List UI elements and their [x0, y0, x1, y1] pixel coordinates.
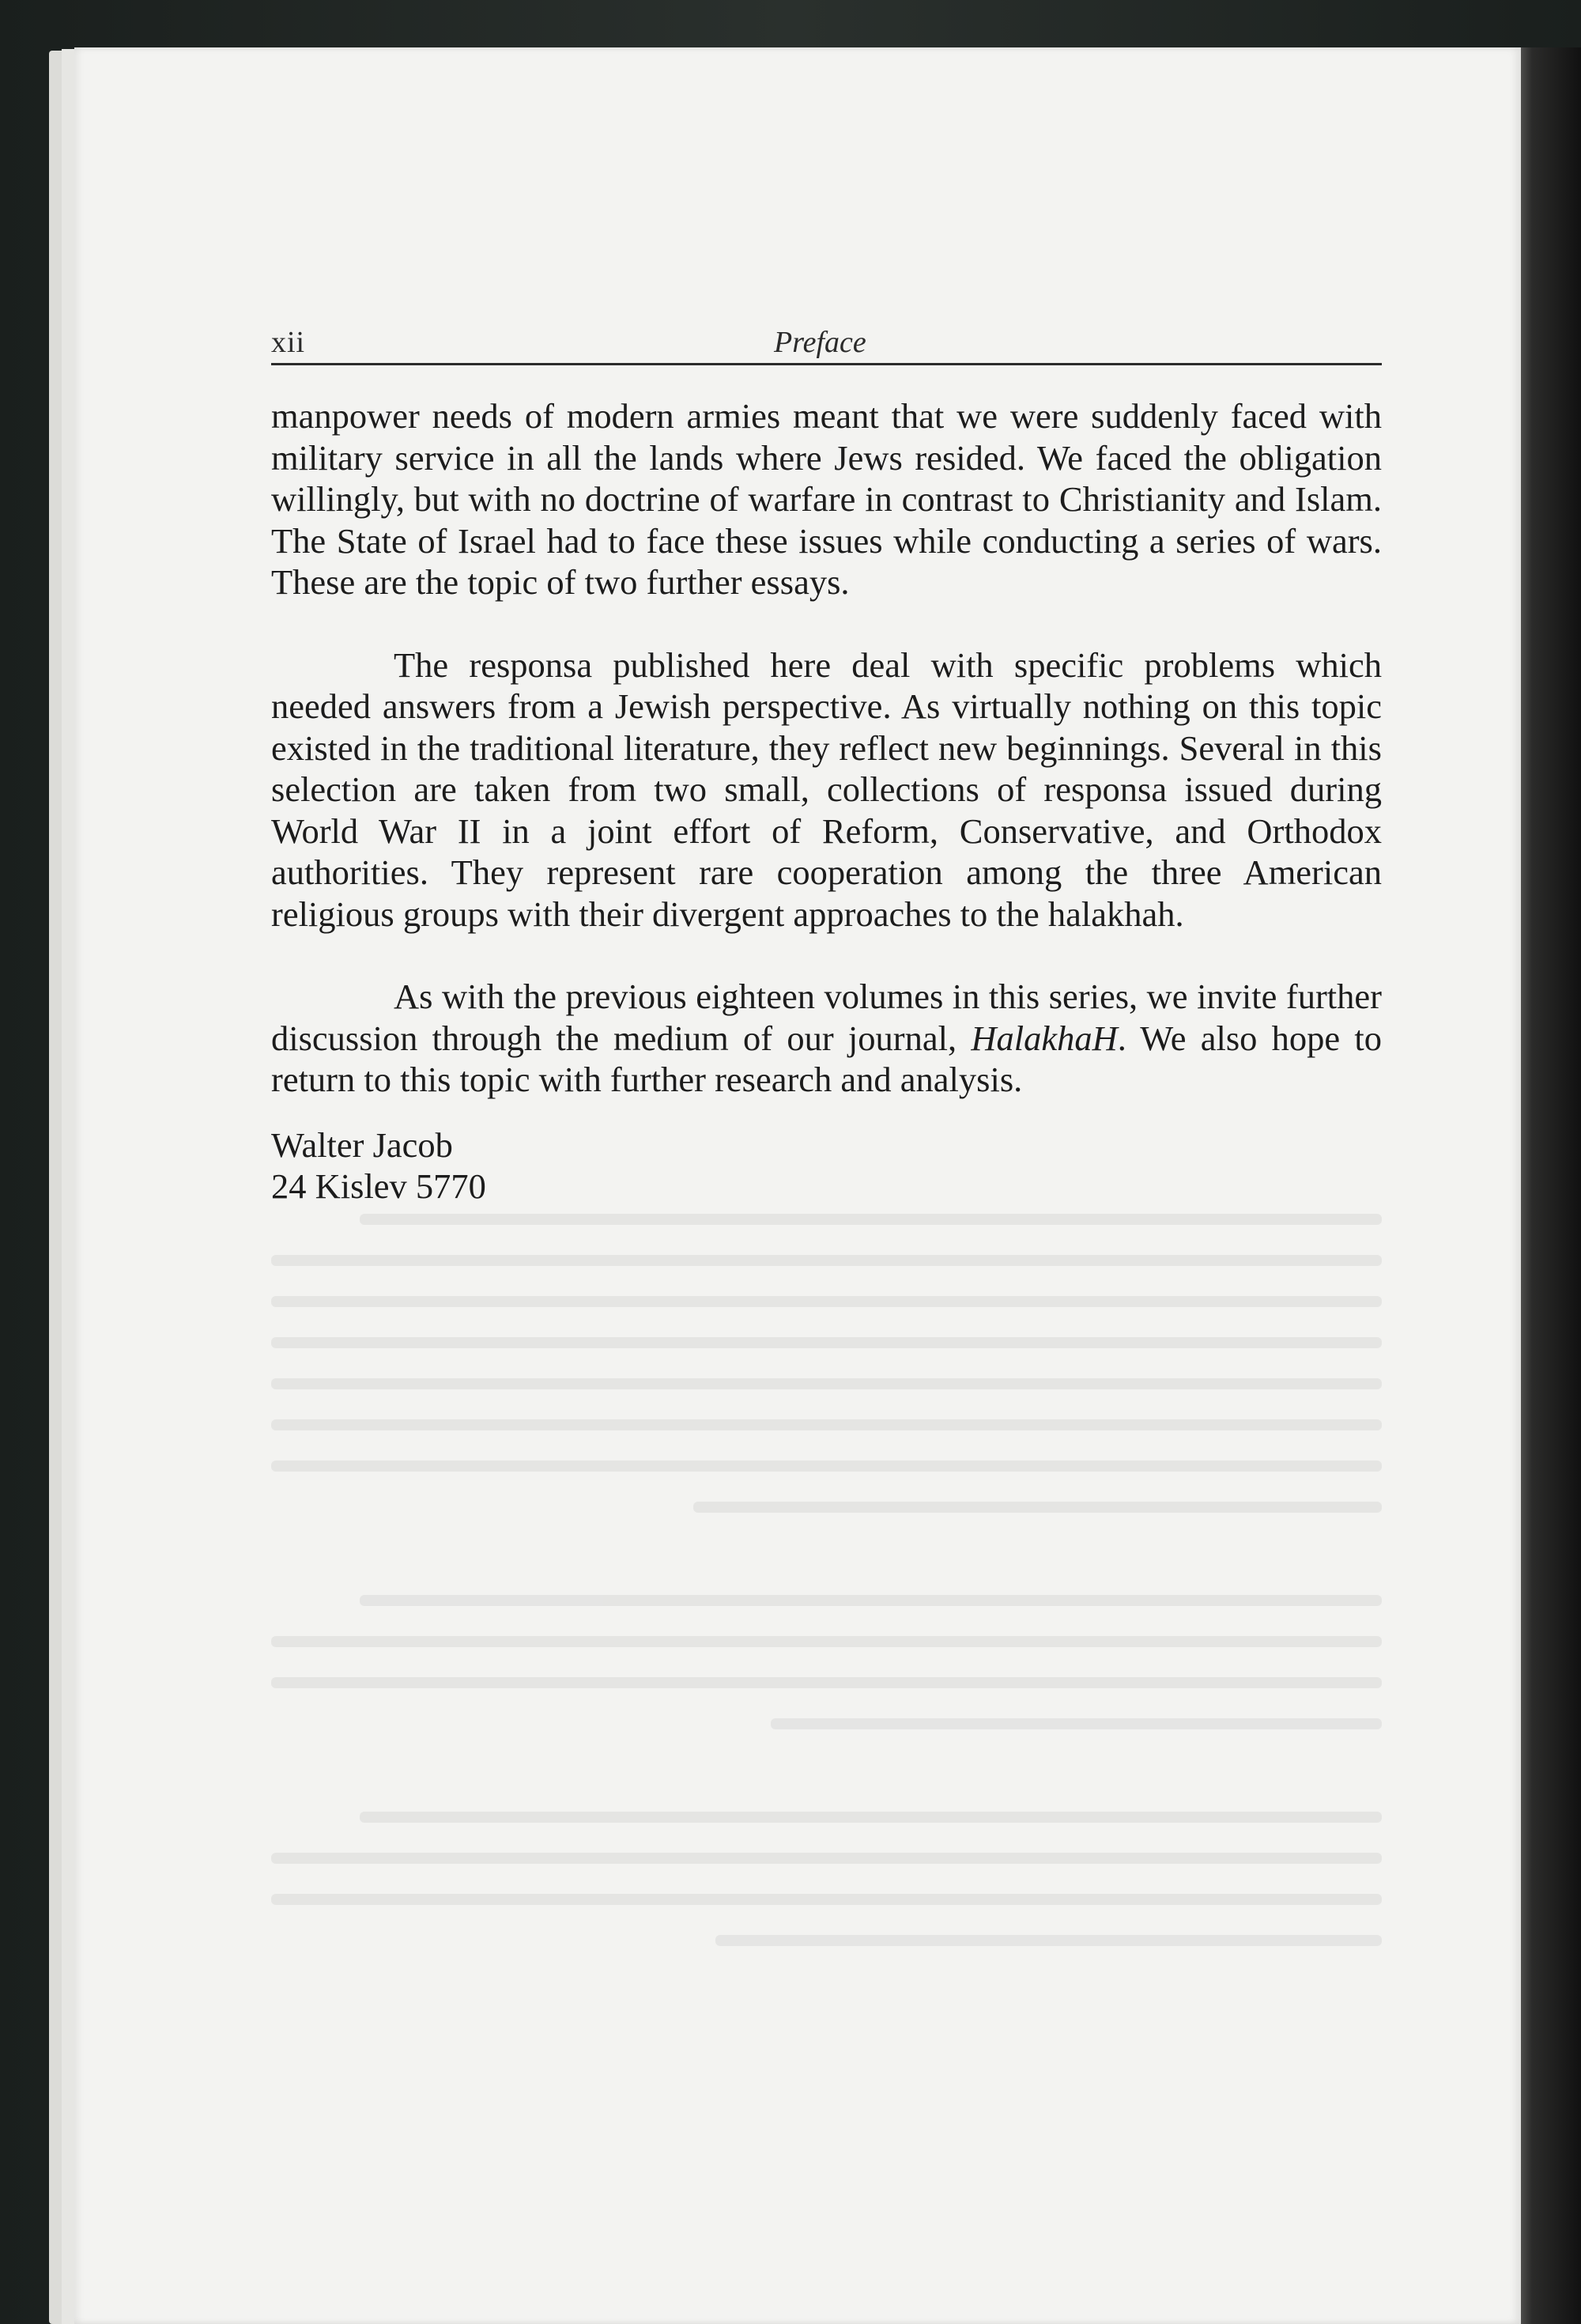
body-text [271, 395, 1382, 1207]
paragraph-3-text-b: . We also hope to return to this topic with further research and analysis. [271, 1018, 1382, 1099]
page-number: xii [271, 326, 306, 359]
signature-name: Walter Jacob [271, 1124, 453, 1165]
page-header [271, 320, 1382, 365]
paragraph-3 [271, 976, 1382, 1101]
signature-block [271, 1124, 1382, 1207]
show-through-text [271, 1214, 1382, 2099]
paragraph-2: The responsa published here deal with specific problems which needed answers from a Jewish perspective. As virtually nothing on this topic existed in the traditional literature, they reflect new beginnings. Several in this selection are taken from two small, collections of responsa issued during World War II in a joint effort of Reform, Conservative, and Orthodox authorities. They represent rare cooperation among the three American religious groups with their divergent approaches to the halakhah. [271, 644, 1382, 934]
running-head: Preface [774, 326, 866, 359]
paragraph-1: manpower needs of modern armies meant that we were suddenly faced with military service in all the lands where Jews resided. We faced the obligation willingly, but with no doctrine of warfare in contrast to Christianity and Islam. The State of Israel had to face these issues while conducting a series of wars. These are the topic of two further essays. [271, 396, 1382, 602]
paragraph-3-text-a: As with the previous eighteen volumes in this series, we invite further discussion through the medium of our journal, [271, 977, 1382, 1058]
signature-date: 24 Kislev 5770 [271, 1166, 486, 1206]
journal-title: HalakhaH [971, 1018, 1118, 1058]
